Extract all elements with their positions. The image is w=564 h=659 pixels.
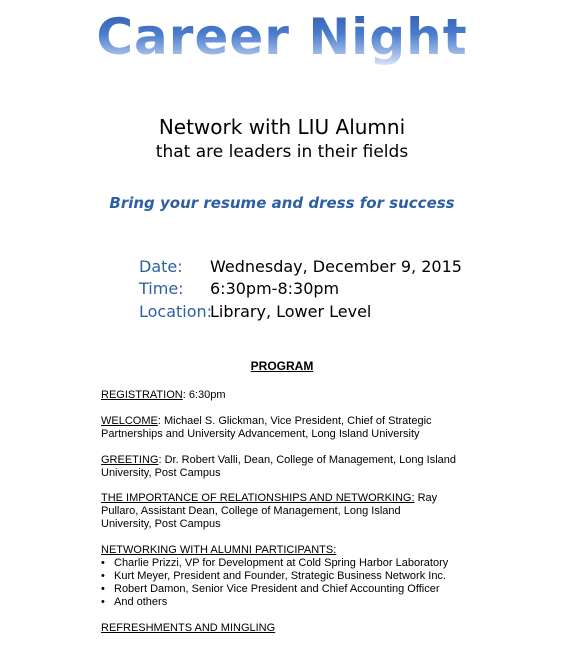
bullet-icon: • <box>101 596 105 608</box>
list-item <box>101 596 461 609</box>
list-item <box>101 583 461 596</box>
time-value: 6:30pm-8:30pm <box>210 279 340 298</box>
welcome-section <box>101 415 461 441</box>
subtitle-line-2: that are leaders in their fields <box>155 142 409 162</box>
bullet-icon: • <box>101 570 105 582</box>
location-row <box>139 300 372 324</box>
date-value: Wednesday, December 9, 2015 <box>210 257 462 276</box>
location-value: Library, Lower Level <box>210 302 372 321</box>
participants-list <box>101 557 461 609</box>
tagline: Bring your resume and dress for success <box>109 194 455 212</box>
refreshments-heading: REFRESHMENTS AND MINGLING <box>101 622 276 634</box>
networking-heading: NETWORKING WITH ALUMNI PARTICIPANTS: <box>101 544 337 556</box>
relationships-heading: THE IMPORTANCE OF RELATIONSHIPS AND NETWORKING: <box>101 492 415 504</box>
list-item <box>101 570 461 583</box>
subtitle-line-1: Network with LIU Alumni <box>158 115 406 139</box>
welcome-text: : Michael S. Glickman, Vice President, Chief of Strategic Partnerships and University Advancement, Long Island University <box>101 415 432 440</box>
location-label: Location: <box>139 302 213 321</box>
program-heading: PROGRAM <box>250 359 314 373</box>
relationships-section <box>101 492 453 531</box>
greeting-section <box>101 454 461 480</box>
registration-heading: REGISTRATION <box>101 389 183 401</box>
date-row <box>139 255 462 279</box>
participant-name: Charlie Prizzi, VP for Development at Cold Spring Harbor Laboratory <box>114 557 449 569</box>
participant-name: And others <box>114 596 168 608</box>
refreshments-section <box>101 622 461 635</box>
networking-section <box>101 544 461 609</box>
list-item <box>101 557 461 570</box>
registration-text: : 6:30pm <box>182 389 226 401</box>
event-title: Career Night <box>0 6 564 68</box>
registration-section <box>101 389 461 402</box>
greeting-text: : Dr. Robert Valli, Dean, College of Management, Long Island University, Post Campus <box>101 454 457 479</box>
bullet-icon: • <box>101 583 105 595</box>
time-row <box>139 277 340 301</box>
time-label: Time: <box>139 279 184 298</box>
date-label: Date: <box>139 257 183 276</box>
participant-name: Kurt Meyer, President and Founder, Strategic Business Network Inc. <box>114 570 446 582</box>
bullet-icon: • <box>101 557 105 569</box>
welcome-heading: WELCOME <box>101 415 158 427</box>
participant-name: Robert Damon, Senior Vice President and Chief Accounting Officer <box>114 583 440 595</box>
greeting-heading: GREETING <box>101 454 159 466</box>
relationships-text: Ray Pullaro, Assistant Dean, College of Management, Long Island University, Post Campus <box>101 492 438 530</box>
